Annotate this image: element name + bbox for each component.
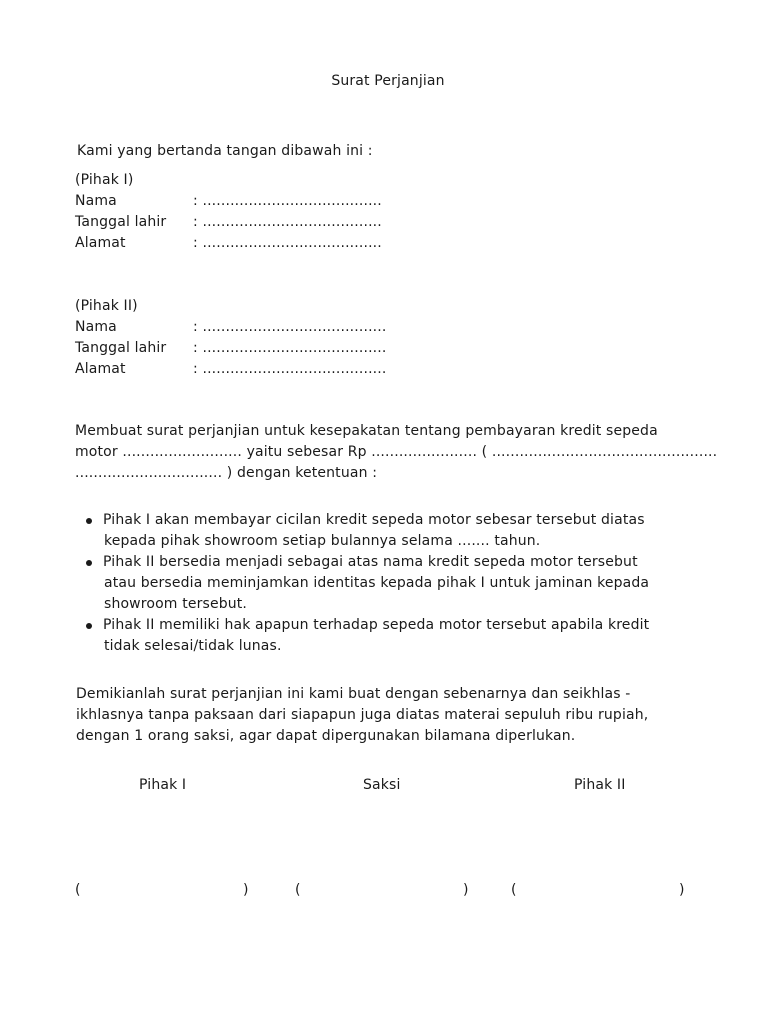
list-item [0,510,700,552]
signature-close-paren-saksi: ) [463,882,469,898]
field-value: : ....................................... [193,214,382,230]
list-item [0,615,700,657]
field-value: : ....................................... [193,235,382,251]
document-title: Surat Perjanjian [331,73,445,89]
pihak1-field-nama [75,191,382,211]
signature-close-paren-pihak2: ) [679,882,685,898]
signature-open-paren-pihak1: ( [75,882,81,898]
pihak2-heading: (Pihak II) [75,298,138,314]
paragraph-line: Membuat surat perjanjian untuk kesepakatan tentang pembayaran kredit sepeda [75,423,658,439]
pihak1-heading: (Pihak I) [75,172,134,188]
field-value: : ........................................ [193,340,387,356]
list-item-line: Pihak I akan membayar cicilan kredit sepeda motor sebesar tersebut diatas [103,512,645,528]
pihak1-field-alamat [75,233,382,253]
paragraph-line: ................................ ) dengan ketentuan : [75,465,378,481]
intro-text: Kami yang bertanda tangan dibawah ini : [77,143,373,159]
pihak2-field-tanggal-lahir [75,338,386,358]
field-label: Nama [75,193,117,209]
bullet-icon [86,560,92,566]
field-label: Tanggal lahir [75,214,167,230]
paragraph-line: Demikianlah surat perjanjian ini kami buat dengan sebenarnya dan seikhlas - [76,686,631,702]
signature-open-paren-pihak2: ( [511,882,517,898]
field-label: Alamat [75,361,126,377]
field-label: Alamat [75,235,126,251]
closing-paragraph [76,684,736,747]
signature-close-paren-pihak1: ) [243,882,249,898]
field-value: : ....................................... [193,193,382,209]
list-item [0,552,700,615]
agreement-paragraph [75,421,735,484]
paragraph-line: motor .......................... yaitu sebesar Rp ....................... ( ................................................. [75,444,718,460]
signature-label-saksi: Saksi [363,777,401,793]
signature-label-pihak1: Pihak I [139,777,187,793]
signature-label-pihak2: Pihak II [574,777,626,793]
paragraph-line: dengan 1 orang saksi, agar dapat dipergunakan bilamana diperlukan. [76,728,576,744]
paragraph-line: ikhlasnya tanpa paksaan dari siapapun juga diatas materai sepuluh ribu rupiah, [76,707,649,723]
pihak1-field-tanggal-lahir [75,212,382,232]
list-item-line: Pihak II bersedia menjadi sebagai atas nama kredit sepeda motor tersebut [103,554,638,570]
bullet-icon [86,518,92,524]
list-item-line: tidak selesai/tidak lunas. [104,638,282,654]
terms-list [0,510,700,657]
pihak2-field-nama [75,317,386,337]
signature-open-paren-saksi: ( [295,882,301,898]
field-value: : ........................................ [193,319,387,335]
bullet-icon [86,623,92,629]
field-label: Tanggal lahir [75,340,167,356]
pihak2-field-alamat [75,359,386,379]
list-item-line: atau bersedia meminjamkan identitas kepada pihak I untuk jaminan kepada [104,575,650,591]
field-value: : ........................................ [193,361,387,377]
field-label: Nama [75,319,117,335]
list-item-line: showroom tersebut. [104,596,248,612]
list-item-line: Pihak II memiliki hak apapun terhadap sepeda motor tersebut apabila kredit [103,617,650,633]
list-item-line: kepada pihak showroom setiap bulannya selama ....... tahun. [104,533,541,549]
